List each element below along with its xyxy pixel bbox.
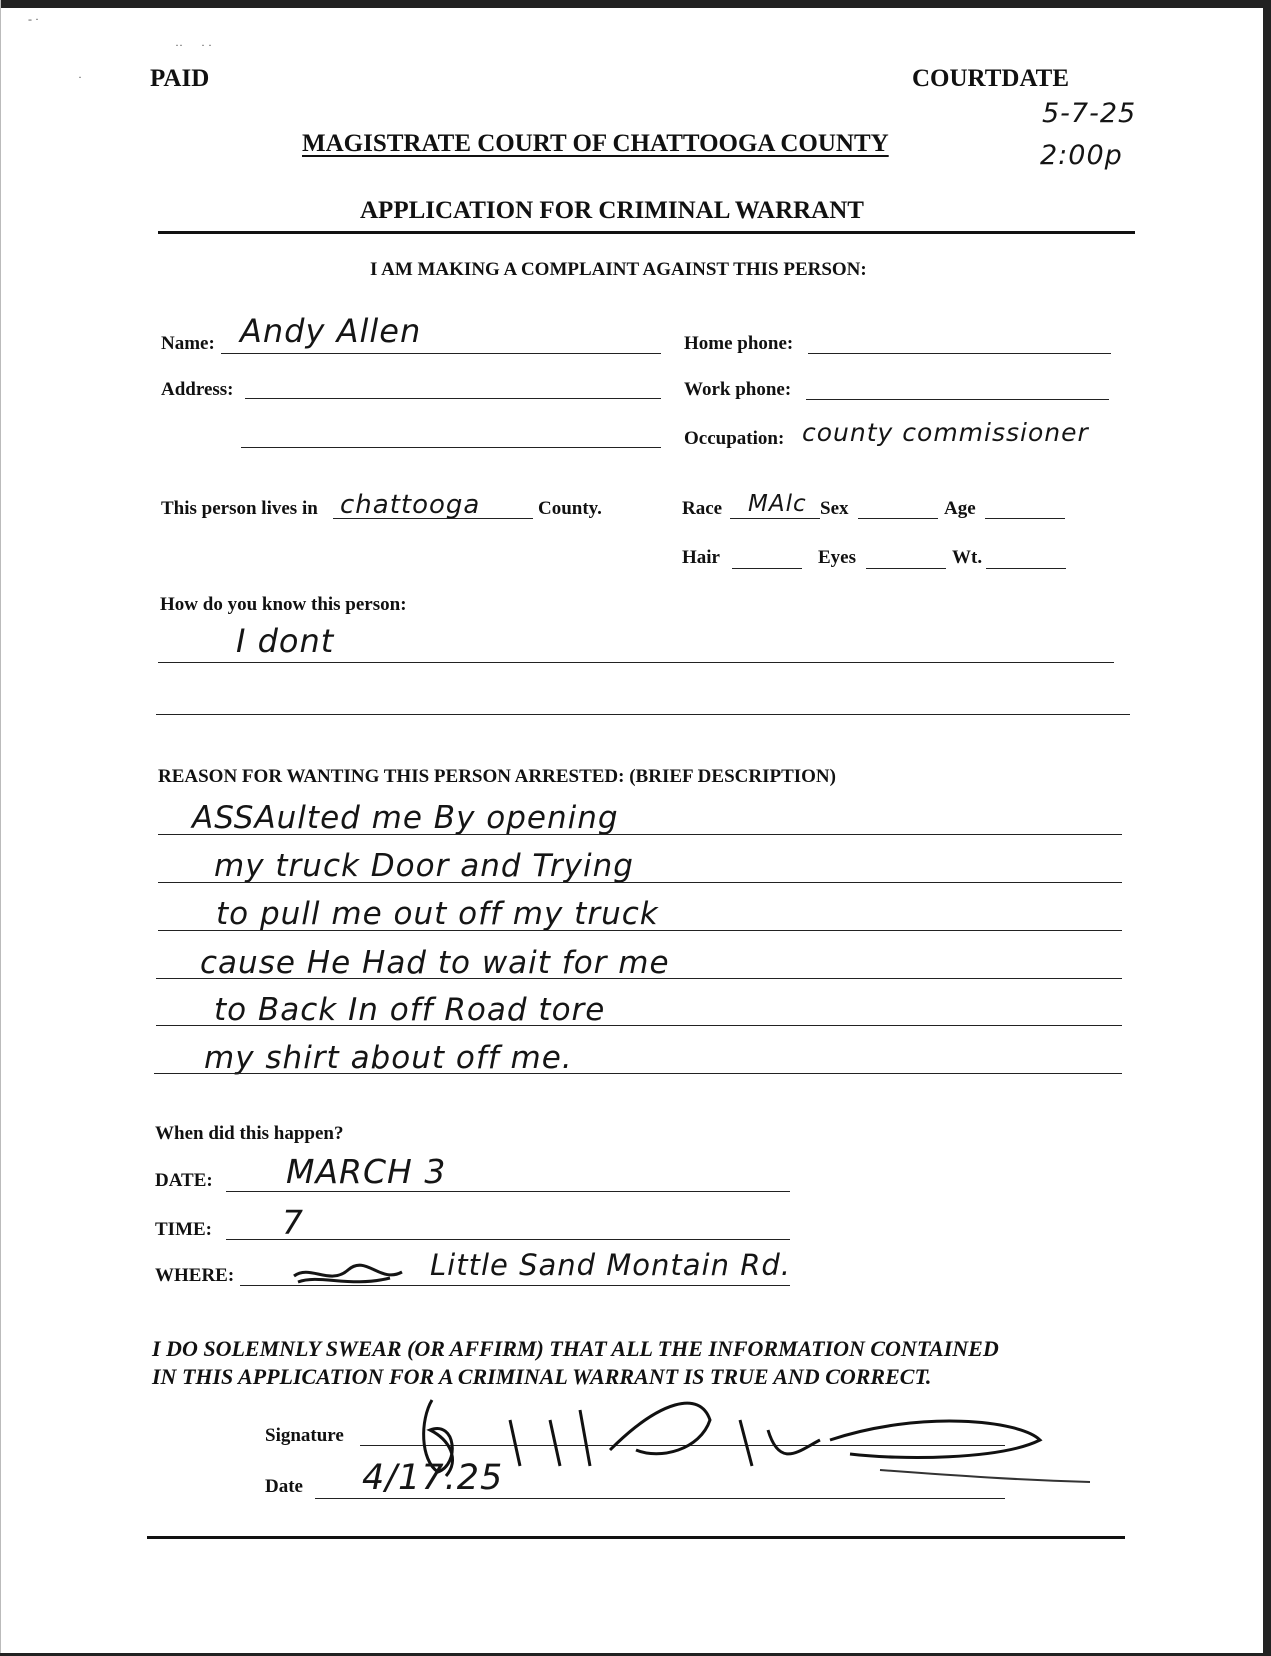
- know-line-1: [158, 662, 1114, 663]
- form-title: APPLICATION FOR CRIMINAL WARRANT: [360, 197, 864, 224]
- hair-line: [732, 568, 802, 569]
- wt-line: [986, 568, 1066, 569]
- date-line: [226, 1191, 790, 1192]
- header-rule: [158, 231, 1135, 234]
- time-value: 7: [282, 1203, 304, 1242]
- eyes-label: Eyes: [818, 547, 856, 568]
- eyes-line: [866, 568, 946, 569]
- paid-label: PAID: [150, 65, 210, 92]
- address-label: Address:: [161, 379, 234, 400]
- oath-date-label: Date: [265, 1476, 303, 1497]
- name-value: Andy Allen: [240, 312, 422, 350]
- age-line: [985, 518, 1065, 519]
- time-line: [226, 1239, 790, 1240]
- home-phone-label: Home phone:: [684, 333, 794, 354]
- date-label: DATE:: [155, 1170, 213, 1191]
- race-line: [730, 518, 820, 519]
- wt-label: Wt.: [952, 547, 983, 568]
- address-line-1: [245, 398, 661, 399]
- reason-line-5: to Back In off Road tore: [214, 992, 606, 1028]
- where-label: WHERE:: [155, 1265, 235, 1286]
- reason-label: REASON FOR WANTING THIS PERSON ARRESTED: (BRIEF DESCRIPTION): [158, 766, 836, 787]
- know-label: How do you know this person:: [160, 594, 407, 615]
- name-label: Name:: [161, 333, 215, 354]
- name-line: [221, 353, 661, 354]
- reason-rule-5: [156, 1025, 1122, 1026]
- scan-speck: ·· · ·: [175, 38, 212, 52]
- sex-line: [858, 518, 938, 519]
- court-time-value: 2:00p: [1040, 140, 1123, 171]
- occupation-label: Occupation:: [684, 428, 785, 449]
- sex-label: Sex: [820, 498, 849, 519]
- age-label: Age: [944, 498, 976, 519]
- race-value: MAlc: [748, 491, 807, 517]
- occupation-value: county commissioner: [802, 418, 1089, 447]
- reason-line-6: my shirt about off me.: [204, 1040, 573, 1076]
- signature-mark: [400, 1380, 1100, 1490]
- work-phone-label: Work phone:: [684, 379, 792, 400]
- reason-line-2: my truck Door and Trying: [214, 848, 634, 884]
- page-border-top: [0, 0, 1271, 8]
- scribble-strikeout: [290, 1256, 410, 1296]
- reason-line-4: cause He Had to wait for me: [200, 945, 670, 981]
- know-line-2: [156, 714, 1130, 715]
- reason-rule-6: [154, 1073, 1122, 1074]
- reason-line-1: ASSAulted me By opening: [192, 800, 619, 836]
- race-label: Race: [682, 498, 723, 519]
- signature-label: Signature: [265, 1425, 344, 1446]
- oath-line-2: IN THIS APPLICATION FOR A CRIMINAL WARRANT IS TRUE AND CORRECT.: [152, 1364, 932, 1389]
- scan-speck: - ·: [28, 12, 39, 26]
- address-line-2: [241, 447, 661, 448]
- hair-label: Hair: [682, 547, 720, 568]
- footer-rule: [147, 1536, 1125, 1539]
- oath-date-line: [315, 1498, 1005, 1499]
- oath-line-1: I DO SOLEMNLY SWEAR (OR AFFIRM) THAT ALL THE INFORMATION CONTAINED: [152, 1336, 999, 1361]
- time-label: TIME:: [155, 1219, 212, 1240]
- page-border-right: [1263, 0, 1271, 1656]
- complaint-intro: I AM MAKING A COMPLAINT AGAINST THIS PERSON:: [370, 259, 867, 280]
- reason-rule-1: [158, 834, 1122, 835]
- reason-rule-2: [158, 882, 1122, 883]
- reason-line-3: to pull me out off my truck: [216, 896, 659, 932]
- where-value: Little Sand Montain Rd.: [430, 1248, 791, 1282]
- court-date-label: COURTDATE: [912, 65, 1070, 92]
- reason-rule-4: [156, 978, 1122, 979]
- county-label: County.: [538, 498, 602, 519]
- page-border-left: [0, 0, 1, 1656]
- court-date-value: 5-7-25: [1042, 98, 1137, 129]
- oath-date-value: 4/17.25: [362, 1458, 504, 1498]
- date-value: MARCH 3: [286, 1152, 447, 1191]
- home-phone-line: [808, 353, 1111, 354]
- court-name: MAGISTRATE COURT OF CHATTOOGA COUNTY: [302, 130, 889, 157]
- scan-speck: ·: [78, 70, 82, 84]
- work-phone-line: [806, 399, 1109, 400]
- know-value: I dont: [236, 622, 335, 660]
- lives-in-label: This person lives in: [161, 498, 318, 519]
- lives-in-value: chattooga: [340, 490, 481, 520]
- reason-rule-3: [158, 930, 1122, 931]
- when-label: When did this happen?: [155, 1123, 344, 1144]
